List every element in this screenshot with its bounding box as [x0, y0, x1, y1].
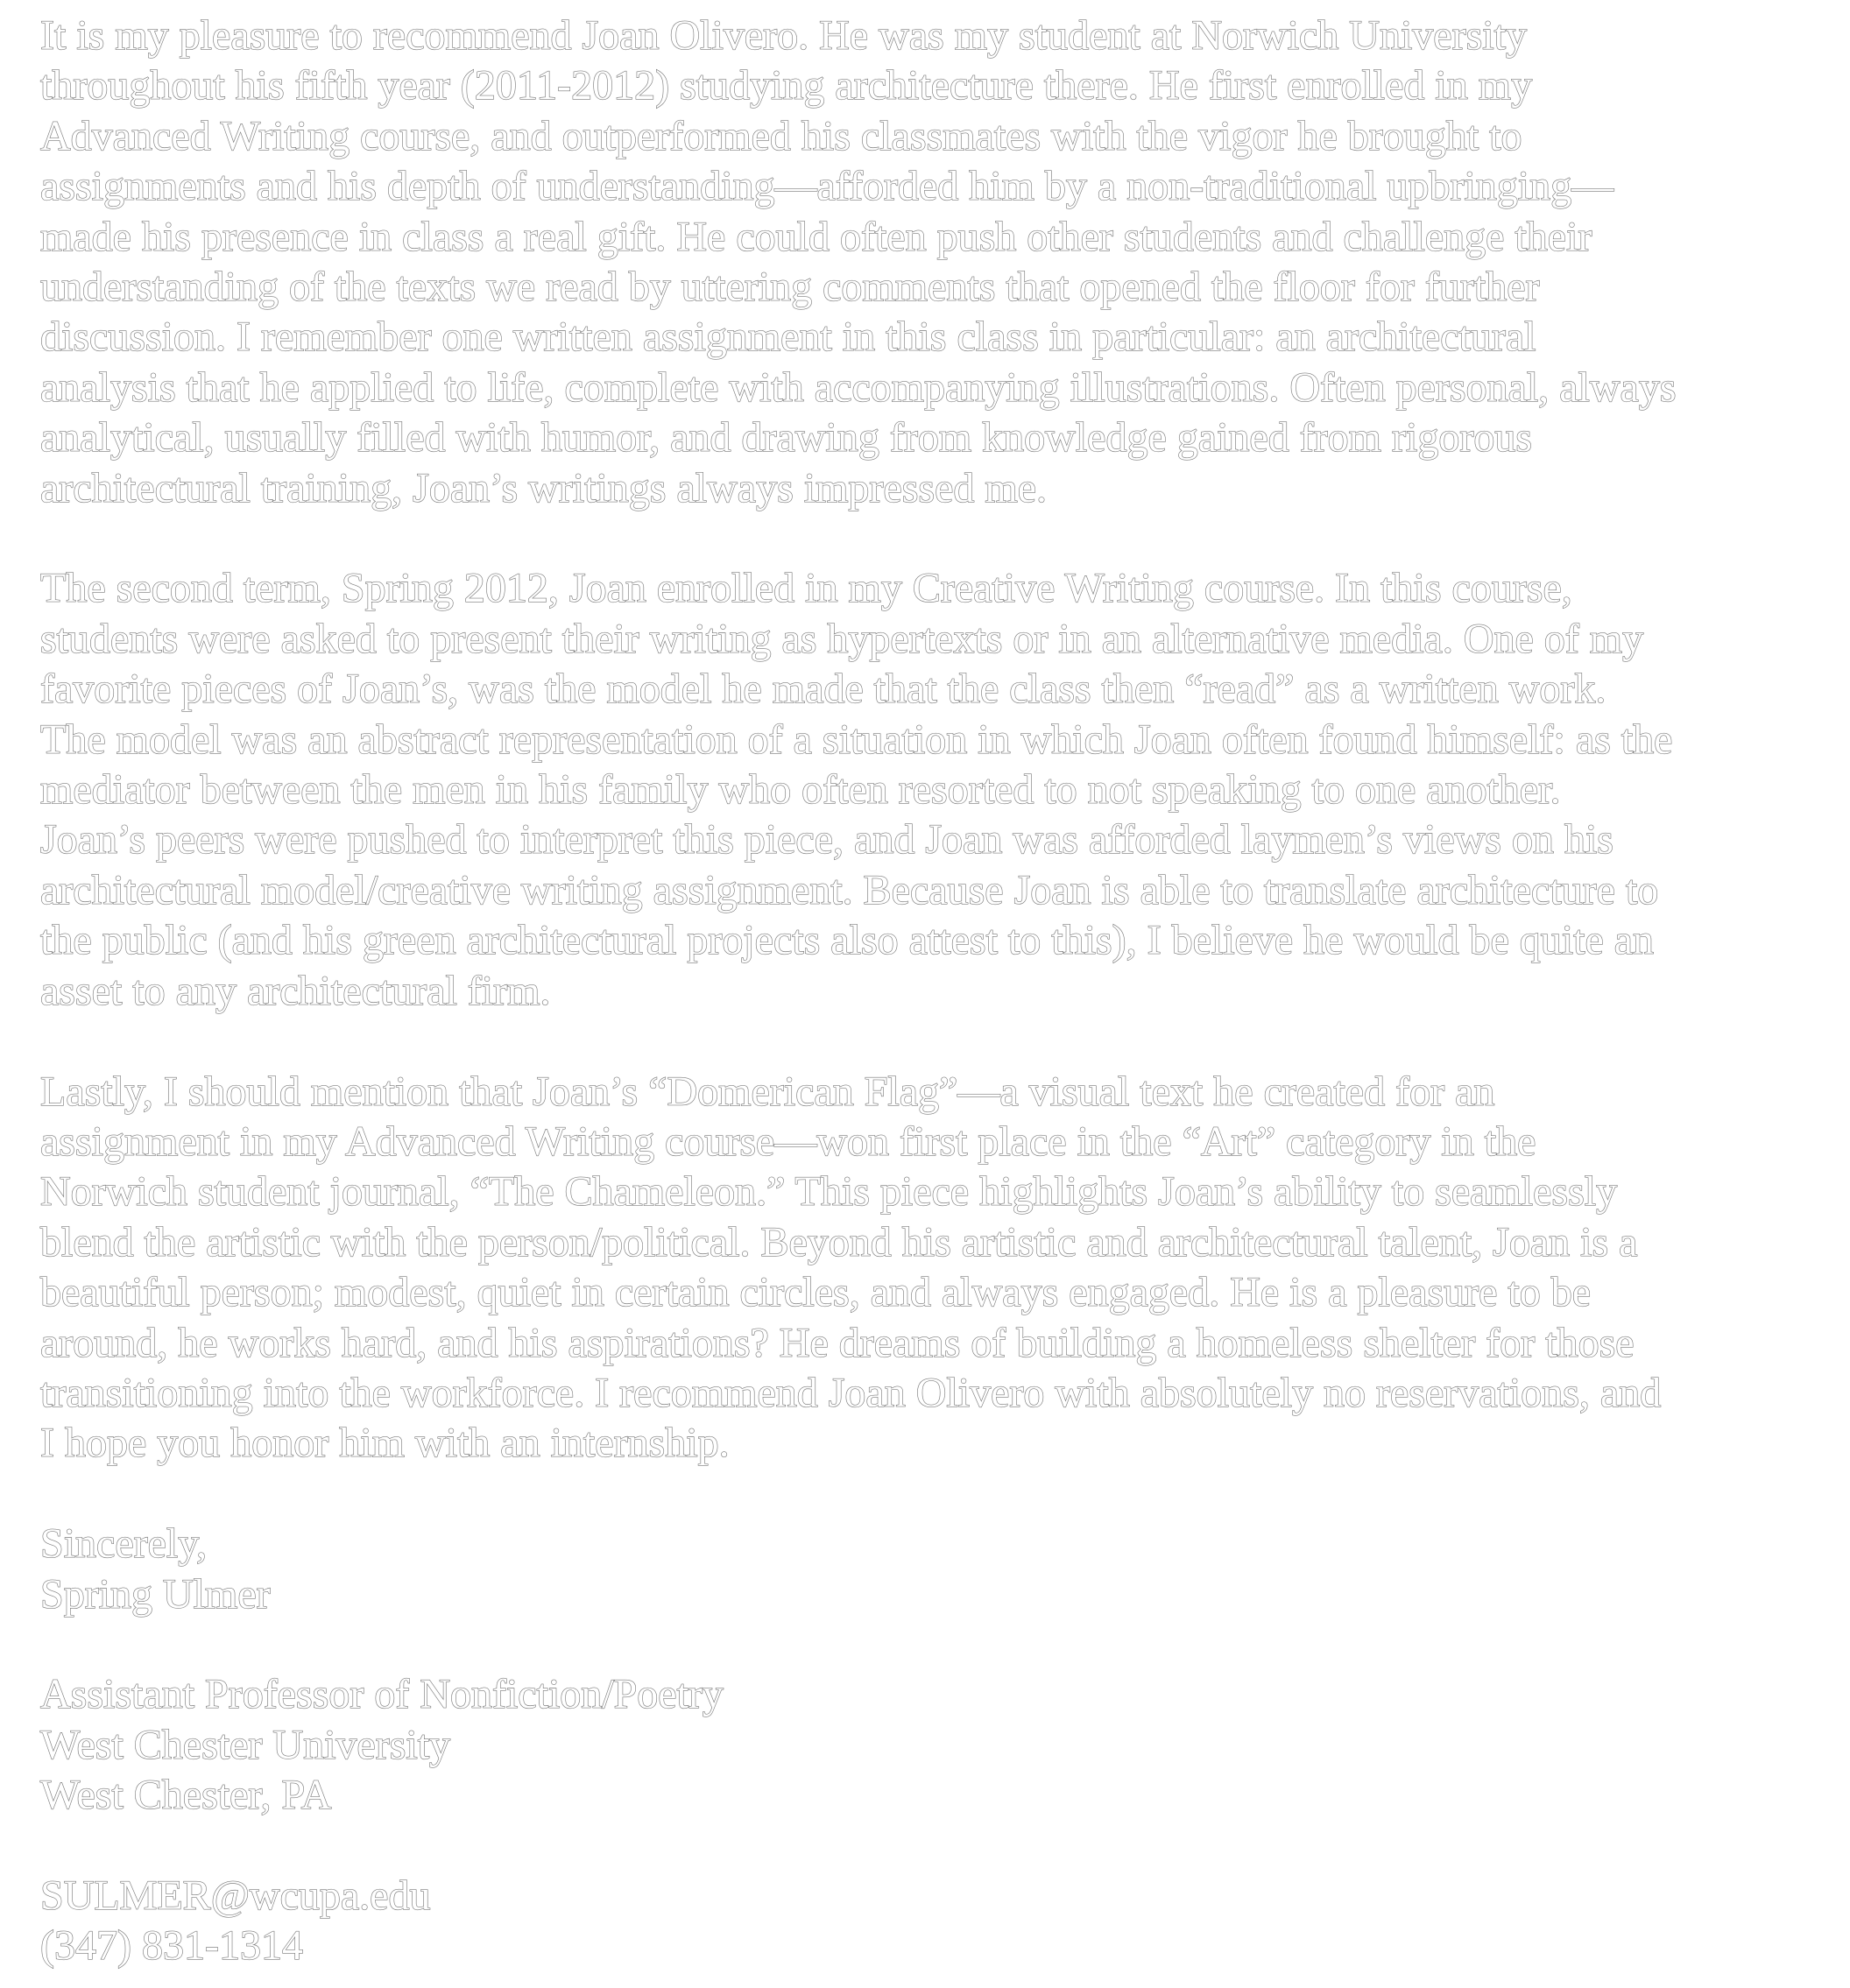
text-line: mediator between the men in his family who often resorted to not speaking to one another. [40, 766, 1561, 814]
text-line: It is my pleasure to recommend Joan Olivero. He was my student at Norwich University [40, 12, 1527, 59]
text-line: I hope you honor him with an internship. [40, 1420, 730, 1467]
paragraph-3 [40, 1067, 1783, 1469]
text-line: Joan’s peers were pushed to interpret this piece, and Joan was afforded laymen’s views on his [40, 816, 1613, 864]
text-line: made his presence in class a real gift. He could often push other students and challenge their [40, 213, 1592, 260]
text-line: analytical, usually filled with humor, and drawing from knowledge gained from rigorous [40, 414, 1532, 462]
text-line: The model was an abstract representation of a situation in which Joan often found himself: as the [40, 716, 1673, 763]
text-line: analysis that he applied to life, complete with accompanying illustrations. Often personal, always [40, 363, 1677, 411]
phone-number: (347) 831-1314 [40, 1922, 303, 1970]
letter-body [40, 11, 1783, 1971]
text-line: transitioning into the workforce. I recommend Joan Olivero with absolutely no reservations, and [40, 1369, 1662, 1416]
text-line: beautiful person; modest, quiet in certain circles, and always engaged. He is a pleasure to be [40, 1269, 1592, 1316]
contact-block [40, 1871, 1783, 1971]
text-line: assignment in my Advanced Writing course—won first place in the “Art” category in the [40, 1117, 1536, 1165]
text-line: Norwich student journal, “The Chameleon.” This piece highlights Joan’s ability to seamlessly [40, 1168, 1618, 1216]
text-line: throughout his fifth year (2011-2012) studying architecture there. He first enrolled in my [40, 62, 1533, 109]
signer-title: Assistant Professor of Nonfiction/Poetry [40, 1671, 724, 1718]
valediction: Sincerely, [40, 1520, 208, 1568]
text-line: architectural training, Joan’s writings always impressed me. [40, 464, 1048, 511]
text-line: the public (and his green architectural projects also attest to this), I believe he would be quite an [40, 917, 1655, 964]
text-line: students were asked to present their writing as hypertexts or in an alternative media. One of my [40, 615, 1644, 662]
paragraph-1 [40, 11, 1783, 513]
text-line: discussion. I remember one written assignment in this class in particular: an architectural [40, 314, 1536, 361]
text-line: assignments and his depth of understanding—afforded him by a non-traditional upbringing— [40, 163, 1614, 210]
text-line: Advanced Writing course, and outperformed his classmates with the vigor he brought to [40, 112, 1522, 159]
signer-name: Spring Ulmer [40, 1570, 271, 1618]
text-line: Lastly, I should mention that Joan’s “Domerican Flag”—a visual text he created for an [40, 1068, 1495, 1115]
email-address: SULMER@wcupa.edu [40, 1872, 431, 1919]
text-line: asset to any architectural firm. [40, 967, 551, 1014]
signer-institution: West Chester University [40, 1721, 451, 1768]
signer-location: West Chester, PA [40, 1772, 332, 1819]
text-line: The second term, Spring 2012, Joan enrolled in my Creative Writing course. In this course, [40, 565, 1572, 612]
closing-block [40, 1519, 1783, 1619]
text-line: favorite pieces of Joan’s, was the model he made that the class then “read” as a written work. [40, 666, 1606, 713]
text-line: blend the artistic with the person/political. Beyond his artistic and architectural talent, Joan is a [40, 1218, 1638, 1265]
affiliation-block [40, 1669, 1783, 1820]
text-line: architectural model/creative writing assignment. Because Joan is able to translate architecture to [40, 866, 1659, 913]
paragraph-2 [40, 563, 1783, 1016]
text-line: around, he works hard, and his aspirations? He dreams of building a homeless shelter for those [40, 1319, 1635, 1366]
text-line: understanding of the texts we read by uttering comments that opened the floor for further [40, 264, 1540, 311]
